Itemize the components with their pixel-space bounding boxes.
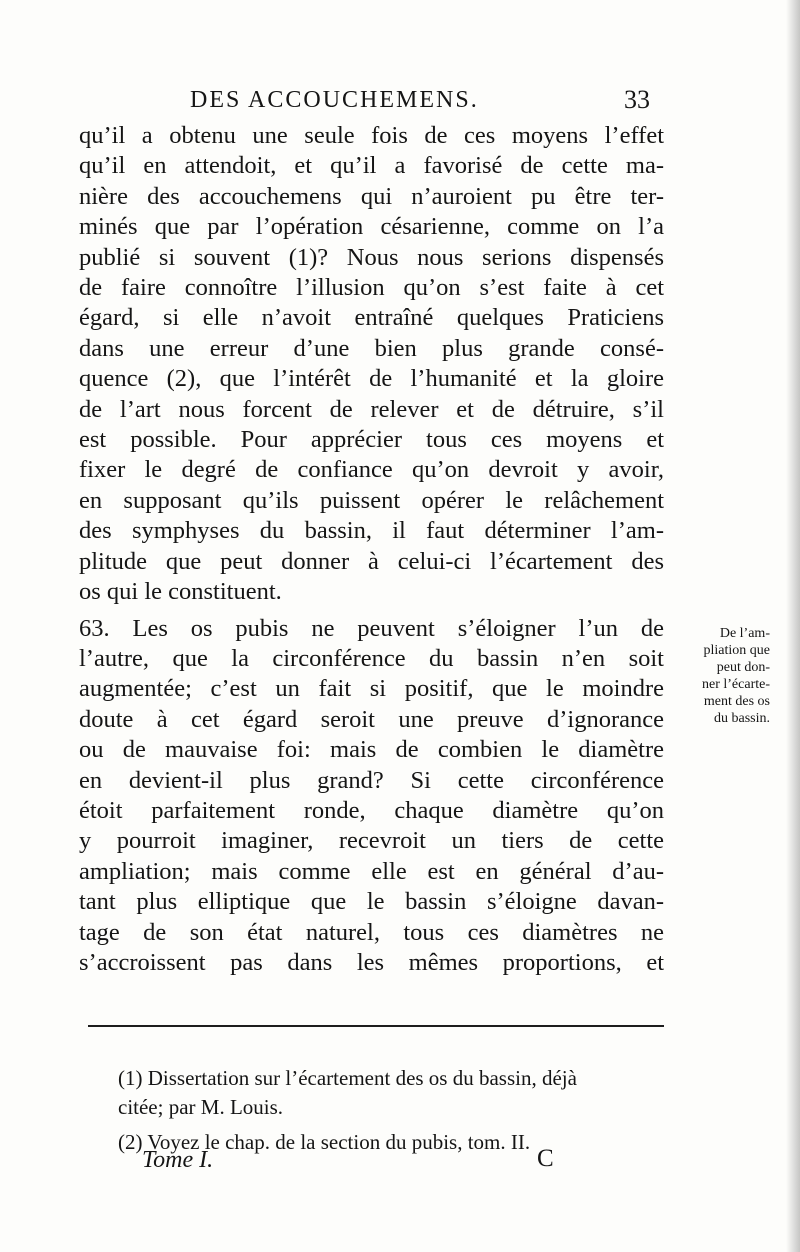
text-line: égard, si elle n’avoit entraîné quelques Praticiens xyxy=(79,304,664,332)
text-line: os qui le constituent. xyxy=(79,578,282,606)
text-line: dans une erreur d’une bien plus grande consé- xyxy=(79,334,664,362)
margin-note xyxy=(668,625,770,727)
running-title: DES ACCOUCHEMENS. xyxy=(190,87,479,113)
text-line: fixer le degré de confiance qu’on devroit y avoir, xyxy=(79,456,664,484)
paragraph-1 xyxy=(79,121,664,608)
text-line: en devient-il plus grand? Si cette circonférence xyxy=(79,766,664,794)
text-line: augmentée; c’est un fait si positif, que le moindre xyxy=(79,675,664,703)
text-line: des symphyses du bassin, il faut déterminer l’am- xyxy=(79,517,664,545)
text-line: est possible. Pour apprécier tous ces moyens et xyxy=(79,426,664,454)
margin-note-line: peut don- xyxy=(716,660,770,675)
footnote-1-line: (1) Dissertation sur l’écartement des os du bassin, déjà xyxy=(118,1066,577,1090)
text-line: l’autre, que la circonférence du bassin n’en soit xyxy=(79,644,664,672)
text-line: de faire connoître l’illusion qu’on s’est faite à cet xyxy=(79,274,664,302)
text-line: qu’il a obtenu une seule fois de ces moyens l’effet xyxy=(79,122,664,149)
text-line: quence (2), que l’intérêt de l’humanité et la gloire xyxy=(79,365,664,393)
margin-note-line: ment des os xyxy=(703,694,770,709)
running-head xyxy=(190,84,650,116)
margin-note-line: du bassin. xyxy=(714,711,770,726)
text-line: étoit parfaitement ronde, chaque diamètre qu’on xyxy=(79,796,664,824)
margin-note-line: pliation que xyxy=(703,643,770,658)
footnote-1-line: citée; par M. Louis. xyxy=(118,1095,284,1119)
text-line: nière des accouchemens qui n’auroient pu être ter- xyxy=(79,182,664,210)
margin-note-line: De l’am- xyxy=(719,626,770,641)
text-line: minés que par l’opération césarienne, comme on l’a xyxy=(79,213,664,241)
margin-note-line: ner l’écarte- xyxy=(702,677,770,692)
footnote-rule xyxy=(88,1025,664,1027)
text-line: doute à cet égard seroit une preuve d’ignorance xyxy=(79,705,664,733)
main-text xyxy=(79,121,664,978)
text-line: 63. Les os pubis ne peuvent s’éloigner l’un de xyxy=(79,614,664,642)
text-line: plitude que peut donner à celui-ci l’écartement des xyxy=(79,547,664,575)
footnotes xyxy=(118,1064,666,1157)
volume-label: Tome I. xyxy=(142,1147,214,1173)
footnote-2: (2) Voyez le chap. de la section du pubis, tom. II. xyxy=(118,1130,531,1154)
text-line: qu’il en attendoit, et qu’il a favorisé de cette ma- xyxy=(79,152,664,180)
text-line: tant plus elliptique que le bassin s’éloigne davan- xyxy=(79,888,664,916)
page-number: 33 xyxy=(624,85,650,114)
text-line: tage de son état naturel, tous ces diamètres ne xyxy=(79,918,664,946)
text-line: ou de mauvaise foi: mais de combien le diamètre xyxy=(79,736,664,764)
text-line: publié si souvent (1)? Nous nous serions dispensés xyxy=(79,243,664,271)
text-line: de l’art nous forcent de relever et de détruire, s’il xyxy=(79,395,664,423)
text-line: en supposant qu’ils puissent opérer le relâchement xyxy=(79,486,664,514)
paragraph-2 xyxy=(79,614,664,979)
text-line: s’accroissent pas dans les mêmes proportions, et xyxy=(79,948,664,976)
text-line: y pourroit imaginer, recevroit un tiers de cette xyxy=(79,827,664,855)
text-line: ampliation; mais comme elle est en général d’au- xyxy=(79,857,664,885)
signature-mark: C xyxy=(537,1145,554,1172)
